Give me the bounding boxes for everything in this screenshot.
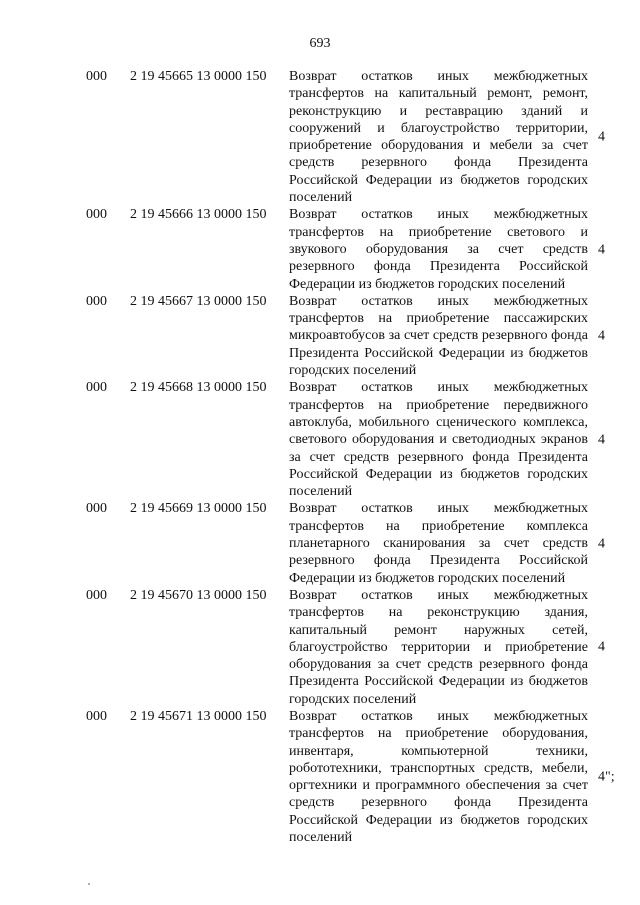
row-value: 4 [598, 328, 605, 344]
table-row [0, 587, 640, 708]
row-description: Возврат остатков иных межбюджетных трансфертов на реконструкцию здания, капитальный ремонт наружных сетей, благоустройство территории и приобретение оборудования за счет средств резервного фонда Президента Российской Федерации из бюджетов городских поселений [289, 587, 588, 707]
row-value: 4 [598, 129, 605, 145]
budget-classification-code: 2 19 45666 13 0000 150 [130, 207, 267, 223]
admin-code: 000 [86, 293, 107, 309]
budget-classification-code: 2 19 45668 13 0000 150 [130, 380, 267, 396]
row-description: Возврат остатков иных межбюджетных трансфертов на приобретение светового и звукового оборудования за счет средств резервного фонда Президента Российской Федерации из бюджетов городских поселений [289, 207, 588, 292]
row-description: Возврат остатков иных межбюджетных трансфертов на приобретение комплекса планетарного сканирования за счет средств резервного фонда Президента Российской Федерации из бюджетов городских поселений [289, 501, 588, 586]
budget-classification-code: 2 19 45669 13 0000 150 [130, 501, 267, 517]
table-row [0, 500, 640, 586]
row-description: Возврат остатков иных межбюджетных трансфертов на капитальный ремонт, ремонт, реконструкцию и реставрацию зданий и сооружений и благоустройство территории, приобретение оборудования и мебели за счет средств резервного фонда Президента Российской Федерации из бюджетов городских поселений [289, 69, 588, 206]
table-row [0, 708, 640, 846]
row-value: 4 [598, 432, 605, 448]
page-number: 693 [309, 36, 331, 51]
admin-code: 000 [86, 501, 107, 517]
table-row [0, 68, 640, 206]
scan-speck [88, 883, 90, 885]
budget-classification-code: 2 19 45665 13 0000 150 [130, 69, 267, 84]
row-description: Возврат остатков иных межбюджетных трансфертов на приобретение передвижного автоклуба, мобильного сценического комплекса, светового оборудования и светодиодных экранов за счет средств резервного фонда Президента Российской Федерации из бюджетов городских поселений [289, 380, 588, 500]
row-value: 4 [598, 639, 605, 655]
table-row [0, 293, 640, 379]
row-value: 4 [598, 241, 605, 257]
admin-code: 000 [86, 587, 107, 603]
admin-code: 000 [86, 69, 107, 84]
admin-code: 000 [86, 708, 107, 724]
budget-code-table [0, 68, 640, 846]
table-row [0, 206, 640, 292]
admin-code: 000 [86, 380, 107, 396]
row-value: 4"; [598, 769, 615, 785]
row-value: 4 [598, 536, 605, 552]
budget-classification-code: 2 19 45667 13 0000 150 [130, 293, 267, 309]
budget-classification-code: 2 19 45671 13 0000 150 [130, 708, 267, 724]
budget-classification-code: 2 19 45670 13 0000 150 [130, 587, 267, 603]
table-row [0, 379, 640, 500]
row-description: Возврат остатков иных межбюджетных трансфертов на приобретение пассажирских микроавтобусов за счет средств резервного фонда Президента Российской Федерации из бюджетов городских поселений [289, 293, 588, 379]
admin-code: 000 [86, 207, 107, 223]
row-description: Возврат остатков иных межбюджетных трансфертов на приобретение оборудования, инвентаря, компьютерной техники, робототехники, транспортных средств, мебели, оргтехники и программного обеспечения за счет средств резервного фонда Президента Российской Федерации из бюджетов городских поселений [289, 708, 588, 846]
